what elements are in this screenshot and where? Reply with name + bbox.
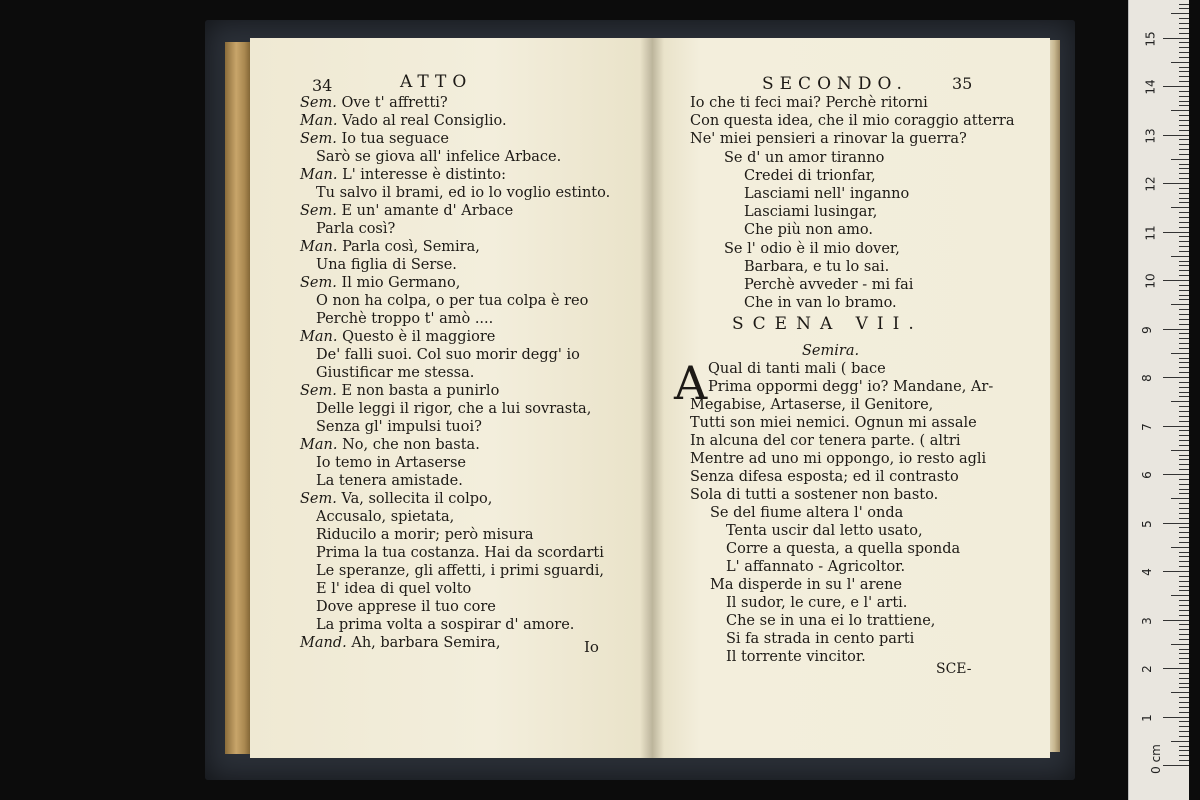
speaker-name: Sem. bbox=[300, 131, 337, 147]
measuring-ruler bbox=[1128, 0, 1189, 800]
ruler-tick bbox=[1179, 513, 1189, 514]
ruler-tick bbox=[1171, 547, 1189, 548]
ruler-tick bbox=[1179, 188, 1189, 189]
page-number-right: 35 bbox=[952, 74, 973, 93]
text-line bbox=[316, 148, 561, 166]
ruler-tick bbox=[1179, 518, 1189, 519]
text-line: Credei di trionfar, bbox=[744, 167, 876, 184]
ruler-tick bbox=[1179, 396, 1189, 397]
ruler-number: 8 bbox=[1139, 374, 1154, 382]
ruler-tick bbox=[1179, 67, 1189, 68]
ruler-tick bbox=[1179, 629, 1189, 630]
scene-title: SCENA VII. bbox=[732, 314, 923, 334]
ruler-tick bbox=[1179, 319, 1189, 320]
line-text: Parla così, Semira, bbox=[342, 239, 480, 255]
ruler-tick bbox=[1179, 362, 1189, 363]
speaker-name: Man. bbox=[300, 239, 338, 255]
text-line: Sola di tutti a sostener non basto. bbox=[690, 487, 939, 503]
ruler-tick bbox=[1179, 33, 1189, 34]
speaker-name: Sem. bbox=[300, 95, 337, 111]
ruler-unit: 0 cm bbox=[1148, 744, 1163, 774]
ruler-tick bbox=[1179, 731, 1189, 732]
ruler-tick bbox=[1179, 634, 1189, 635]
ruler-tick bbox=[1179, 435, 1189, 436]
ruler-tick bbox=[1179, 464, 1189, 465]
ruler-number: 13 bbox=[1143, 127, 1158, 144]
ruler-tick bbox=[1179, 493, 1189, 494]
text-line: Barbara, e tu lo sai. bbox=[744, 258, 890, 275]
text-line: L' affannato - Agricoltor. bbox=[726, 559, 906, 575]
text-line bbox=[316, 472, 463, 490]
catchword-left: Io bbox=[584, 638, 599, 656]
ruler-tick bbox=[1179, 678, 1189, 679]
ruler-tick bbox=[1179, 673, 1189, 674]
line-text: No, che non basta. bbox=[342, 437, 480, 453]
ruler-tick bbox=[1179, 372, 1189, 373]
ruler-tick bbox=[1179, 576, 1189, 577]
ruler-number: 5 bbox=[1139, 519, 1154, 528]
ruler-tick bbox=[1171, 353, 1189, 354]
ruler-number: 7 bbox=[1139, 422, 1154, 431]
ruler-tick bbox=[1179, 348, 1189, 349]
text-line: Si fa strada in cento parti bbox=[726, 631, 915, 647]
ruler-tick bbox=[1163, 232, 1189, 233]
text-line: Se del fiume altera l' onda bbox=[710, 505, 904, 521]
ruler-tick bbox=[1163, 717, 1189, 718]
ruler-tick bbox=[1179, 193, 1189, 194]
ruler-number: 4 bbox=[1139, 568, 1154, 576]
ruler-tick bbox=[1179, 105, 1189, 106]
speaker-name: Mand. bbox=[300, 635, 347, 651]
ruler-tick bbox=[1179, 416, 1189, 417]
ruler-tick bbox=[1179, 445, 1189, 446]
text-line: Megabise, Artaserse, il Genitore, bbox=[690, 397, 934, 413]
text-line bbox=[300, 634, 500, 652]
ruler-number: 14 bbox=[1143, 79, 1158, 95]
ruler-tick bbox=[1179, 590, 1189, 591]
line-text: La tenera amistade. bbox=[316, 473, 463, 489]
ruler-tick bbox=[1171, 13, 1189, 14]
ruler-tick bbox=[1179, 76, 1189, 77]
ruler-tick bbox=[1179, 28, 1189, 29]
scene-character: Semira. bbox=[802, 343, 860, 359]
text-line: Se l' odio è il mio dover, bbox=[724, 240, 900, 257]
ruler-tick bbox=[1179, 615, 1189, 616]
line-text: De' falli suoi. Col suo morir degg' io bbox=[316, 347, 580, 363]
ruler-tick bbox=[1171, 207, 1189, 208]
ruler-tick bbox=[1179, 367, 1189, 368]
ruler-tick bbox=[1179, 4, 1189, 5]
book-gutter bbox=[640, 38, 664, 758]
text-line: Qual di tanti mali ( bace bbox=[708, 361, 886, 377]
ruler-tick bbox=[1179, 542, 1189, 543]
ruler-tick bbox=[1179, 552, 1189, 553]
ruler-tick bbox=[1179, 508, 1189, 509]
ruler-tick bbox=[1179, 702, 1189, 703]
ruler-tick bbox=[1163, 38, 1189, 39]
text-line bbox=[316, 544, 604, 562]
text-line bbox=[300, 436, 480, 454]
ruler-number: 12 bbox=[1143, 176, 1158, 192]
ruler-tick bbox=[1163, 280, 1189, 281]
line-text: E un' amante d' Arbace bbox=[341, 203, 514, 219]
ruler-tick bbox=[1179, 309, 1189, 310]
right-page bbox=[652, 38, 1050, 758]
ruler-number: 6 bbox=[1139, 471, 1154, 479]
ruler-tick bbox=[1179, 581, 1189, 582]
speaker-name: Man. bbox=[300, 113, 338, 129]
ruler-tick bbox=[1179, 746, 1189, 747]
text-line bbox=[300, 328, 495, 346]
ruler-tick bbox=[1163, 620, 1189, 621]
running-header-left: ATTO bbox=[400, 72, 473, 92]
line-text: Giustificar me stessa. bbox=[316, 365, 475, 381]
ruler-tick bbox=[1179, 683, 1189, 684]
ruler-tick bbox=[1179, 600, 1189, 601]
ruler-tick bbox=[1171, 159, 1189, 160]
text-line: Ne' miei pensieri a rinovar la guerra? bbox=[690, 131, 967, 148]
ruler-tick bbox=[1171, 401, 1189, 402]
text-line bbox=[300, 112, 507, 130]
line-text: Ah, barbara Semira, bbox=[351, 635, 501, 651]
text-line: Prima oppormi degg' io? Mandane, Ar- bbox=[708, 379, 994, 395]
line-text: Prima la tua costanza. Hai da scordarti bbox=[316, 545, 604, 561]
line-text: Io temo in Artaserse bbox=[316, 455, 466, 471]
line-text: Delle leggi il rigor, che a lui sovrasta, bbox=[316, 401, 592, 417]
line-text: O non ha colpa, o per tua colpa è reo bbox=[316, 293, 589, 309]
ruler-tick bbox=[1171, 741, 1189, 742]
text-line bbox=[316, 616, 574, 634]
ruler-tick bbox=[1179, 653, 1189, 654]
text-line: Io che ti feci mai? Perchè ritorni bbox=[690, 95, 928, 111]
text-line: Corre a questa, a quella sponda bbox=[726, 541, 961, 557]
drop-cap: A bbox=[674, 356, 708, 410]
line-text: Perchè troppo t' amò .... bbox=[316, 311, 494, 327]
ruler-tick bbox=[1179, 81, 1189, 82]
text-line bbox=[316, 184, 610, 202]
ruler-tick bbox=[1179, 91, 1189, 92]
ruler-tick bbox=[1179, 130, 1189, 131]
ruler-tick bbox=[1179, 265, 1189, 266]
text-line: Che se in una ei lo trattiene, bbox=[726, 613, 936, 629]
ruler-tick bbox=[1179, 139, 1189, 140]
line-text: La prima volta a sospirar d' amore. bbox=[316, 617, 575, 633]
line-text: Questo è il maggiore bbox=[342, 329, 496, 345]
ruler-tick bbox=[1179, 295, 1189, 296]
ruler-tick bbox=[1179, 333, 1189, 334]
ruler-tick bbox=[1179, 382, 1189, 383]
ruler-tick bbox=[1179, 270, 1189, 271]
text-line: Che in van lo bramo. bbox=[744, 295, 897, 312]
text-line bbox=[316, 346, 580, 364]
ruler-tick bbox=[1179, 324, 1189, 325]
ruler-tick bbox=[1179, 658, 1189, 659]
ruler-tick bbox=[1179, 736, 1189, 737]
ruler-number: 11 bbox=[1143, 224, 1158, 241]
text-line bbox=[316, 508, 454, 526]
text-line: Senza difesa esposta; ed il contrasto bbox=[690, 469, 959, 485]
ruler-tick bbox=[1179, 343, 1189, 344]
ruler-tick bbox=[1179, 663, 1189, 664]
ruler-tick bbox=[1179, 532, 1189, 533]
ruler-tick bbox=[1171, 304, 1189, 305]
ruler-tick bbox=[1179, 469, 1189, 470]
ruler-tick bbox=[1179, 697, 1189, 698]
ruler-tick bbox=[1179, 726, 1189, 727]
text-line: Il torrente vincitor. bbox=[726, 649, 866, 665]
ruler-tick bbox=[1171, 692, 1189, 693]
ruler-tick bbox=[1179, 649, 1189, 650]
speaker-name: Sem. bbox=[300, 203, 337, 219]
line-text: Parla così? bbox=[316, 221, 396, 237]
text-line: Il sudor, le cure, e l' arti. bbox=[726, 595, 908, 611]
ruler-tick bbox=[1163, 329, 1189, 330]
line-text: Ove t' affretti? bbox=[341, 95, 448, 111]
ruler-tick bbox=[1179, 168, 1189, 169]
text-line bbox=[316, 310, 493, 328]
ruler-tick bbox=[1179, 154, 1189, 155]
speaker-name: Sem. bbox=[300, 491, 337, 507]
ruler-tick bbox=[1171, 62, 1189, 63]
ruler-tick bbox=[1179, 285, 1189, 286]
ruler-tick bbox=[1179, 605, 1189, 606]
page-number-left: 34 bbox=[312, 76, 333, 95]
ruler-tick bbox=[1179, 173, 1189, 174]
ruler-tick bbox=[1179, 23, 1189, 24]
ruler-number: 15 bbox=[1143, 30, 1158, 47]
ruler-tick bbox=[1179, 755, 1189, 756]
ruler-tick bbox=[1179, 527, 1189, 528]
ruler-tick bbox=[1179, 164, 1189, 165]
ruler-tick bbox=[1179, 358, 1189, 359]
speaker-name: Sem. bbox=[300, 383, 337, 399]
ruler-tick bbox=[1179, 610, 1189, 611]
ruler-tick bbox=[1179, 392, 1189, 393]
ruler-tick bbox=[1179, 566, 1189, 567]
line-text: Sarò se giova all' infelice Arbace. bbox=[316, 149, 562, 165]
ruler-tick bbox=[1179, 236, 1189, 237]
line-text: Tu salvo il brami, ed io lo voglio estinto. bbox=[316, 185, 611, 201]
text-line: Perchè avveder - mi fai bbox=[744, 277, 914, 293]
line-text: Io tua seguace bbox=[341, 131, 449, 147]
ruler-tick bbox=[1179, 707, 1189, 708]
ruler-tick bbox=[1179, 411, 1189, 412]
ruler-tick bbox=[1179, 338, 1189, 339]
ruler-tick bbox=[1163, 377, 1189, 378]
ruler-tick bbox=[1179, 47, 1189, 48]
ruler-tick bbox=[1179, 556, 1189, 557]
ruler-tick bbox=[1179, 586, 1189, 587]
ruler-number: 3 bbox=[1139, 616, 1154, 625]
ruler-tick bbox=[1179, 101, 1189, 102]
speaker-name: Man. bbox=[300, 329, 338, 345]
ruler-tick bbox=[1163, 426, 1189, 427]
line-text: Le speranze, gli affetti, i primi sguardi, bbox=[316, 563, 604, 579]
line-text: E l' idea di quel volto bbox=[316, 581, 472, 597]
ruler-tick bbox=[1171, 110, 1189, 111]
text-line bbox=[316, 400, 591, 418]
text-line: Che più non amo. bbox=[744, 222, 873, 239]
text-line: Se d' un amor tiranno bbox=[724, 149, 885, 166]
ruler-tick bbox=[1179, 42, 1189, 43]
text-line: Lasciami nell' inganno bbox=[744, 186, 910, 202]
ruler-tick bbox=[1179, 241, 1189, 242]
ruler-tick bbox=[1179, 222, 1189, 223]
ruler-tick bbox=[1163, 183, 1189, 184]
ruler-number: 1 bbox=[1139, 713, 1154, 722]
line-text: Dove apprese il tuo core bbox=[316, 599, 496, 615]
text-line bbox=[300, 94, 448, 112]
ruler-tick bbox=[1171, 498, 1189, 499]
ruler-tick bbox=[1163, 571, 1189, 572]
ruler-tick bbox=[1179, 760, 1189, 761]
ruler-tick bbox=[1171, 644, 1189, 645]
line-text: Va, sollecita il colpo, bbox=[341, 491, 493, 507]
line-text: Vado al real Consiglio. bbox=[342, 113, 507, 129]
ruler-tick bbox=[1171, 256, 1189, 257]
text-line bbox=[300, 166, 506, 184]
ruler-tick bbox=[1171, 450, 1189, 451]
line-text: E non basta a punirlo bbox=[341, 383, 500, 399]
ruler-tick bbox=[1179, 125, 1189, 126]
running-header-right: SECONDO. bbox=[762, 74, 908, 94]
text-line: Mentre ad uno mi oppongo, io resto agli bbox=[690, 451, 987, 467]
ruler-tick bbox=[1179, 721, 1189, 722]
ruler-tick bbox=[1179, 18, 1189, 19]
text-line: Ma disperde in su l' arene bbox=[710, 577, 903, 593]
ruler-tick bbox=[1179, 144, 1189, 145]
ruler-tick bbox=[1179, 387, 1189, 388]
line-text: Una figlia di Serse. bbox=[316, 257, 457, 273]
text-line: Con questa idea, che il mio coraggio atterra bbox=[690, 113, 1015, 130]
ruler-tick bbox=[1179, 314, 1189, 315]
line-text: Senza gl' impulsi tuoi? bbox=[316, 419, 482, 435]
ruler-tick bbox=[1163, 765, 1189, 766]
ruler-tick bbox=[1179, 217, 1189, 218]
text-line bbox=[316, 292, 588, 310]
ruler-tick bbox=[1179, 57, 1189, 58]
ruler-tick bbox=[1179, 639, 1189, 640]
text-line: Tenta uscir dal letto usato, bbox=[726, 523, 923, 539]
ruler-tick bbox=[1179, 261, 1189, 262]
speaker-name: Man. bbox=[300, 437, 338, 453]
ruler-tick bbox=[1179, 455, 1189, 456]
text-line bbox=[300, 238, 480, 256]
ruler-tick bbox=[1179, 624, 1189, 625]
ruler-tick bbox=[1179, 115, 1189, 116]
ruler-tick bbox=[1179, 537, 1189, 538]
ruler-tick bbox=[1163, 474, 1189, 475]
text-line bbox=[316, 598, 496, 616]
text-line bbox=[316, 256, 457, 274]
line-text: L' interesse è distinto: bbox=[342, 167, 507, 183]
line-text: Accusalo, spietata, bbox=[316, 509, 455, 525]
ruler-tick bbox=[1179, 479, 1189, 480]
speaker-name: Man. bbox=[300, 167, 338, 183]
ruler-tick bbox=[1163, 86, 1189, 87]
ruler-tick bbox=[1179, 198, 1189, 199]
text-line: Tutti son miei nemici. Ognun mi assale bbox=[690, 415, 977, 431]
ruler-tick bbox=[1179, 750, 1189, 751]
text-line: Lasciami lusingar, bbox=[744, 204, 878, 221]
ruler-tick bbox=[1179, 440, 1189, 441]
ruler-tick bbox=[1179, 149, 1189, 150]
ruler-tick bbox=[1179, 299, 1189, 300]
ruler-tick bbox=[1179, 459, 1189, 460]
ruler-tick bbox=[1179, 227, 1189, 228]
ruler-number: 2 bbox=[1139, 665, 1154, 673]
ruler-tick bbox=[1179, 421, 1189, 422]
ruler-tick bbox=[1179, 202, 1189, 203]
line-text: Il mio Germano, bbox=[341, 275, 461, 291]
ruler-tick bbox=[1163, 523, 1189, 524]
page-edges-left bbox=[225, 42, 253, 754]
text-line bbox=[300, 274, 460, 292]
ruler-tick bbox=[1179, 178, 1189, 179]
text-line bbox=[316, 454, 466, 472]
ruler-tick bbox=[1179, 406, 1189, 407]
ruler-tick bbox=[1179, 8, 1189, 9]
ruler-tick bbox=[1179, 251, 1189, 252]
ruler-tick bbox=[1179, 246, 1189, 247]
ruler-tick bbox=[1163, 668, 1189, 669]
ruler-tick bbox=[1179, 561, 1189, 562]
text-line bbox=[300, 202, 513, 220]
text-line bbox=[316, 418, 482, 436]
text-line bbox=[300, 490, 492, 508]
ruler-tick bbox=[1179, 96, 1189, 97]
ruler-number: 10 bbox=[1143, 273, 1158, 289]
text-line bbox=[300, 130, 449, 148]
ruler-tick bbox=[1179, 290, 1189, 291]
catchword-right: SCE- bbox=[936, 661, 972, 677]
ruler-tick bbox=[1179, 212, 1189, 213]
ruler-tick bbox=[1179, 430, 1189, 431]
text-line bbox=[300, 382, 499, 400]
ruler-tick bbox=[1179, 52, 1189, 53]
ruler-tick bbox=[1179, 712, 1189, 713]
ruler-tick bbox=[1179, 120, 1189, 121]
ruler-tick bbox=[1179, 484, 1189, 485]
ruler-tick bbox=[1179, 503, 1189, 504]
speaker-name: Sem. bbox=[300, 275, 337, 291]
ruler-tick bbox=[1163, 135, 1189, 136]
text-line bbox=[316, 364, 474, 382]
ruler-tick bbox=[1179, 275, 1189, 276]
ruler-tick bbox=[1179, 687, 1189, 688]
ruler-number: 9 bbox=[1139, 325, 1154, 334]
ruler-tick bbox=[1179, 71, 1189, 72]
text-line bbox=[316, 526, 534, 544]
text-line bbox=[316, 220, 395, 238]
text-line bbox=[316, 580, 471, 598]
left-page bbox=[250, 38, 652, 758]
ruler-tick bbox=[1179, 489, 1189, 490]
text-line bbox=[316, 562, 604, 580]
text-line: In alcuna del cor tenera parte. ( altri bbox=[690, 433, 961, 449]
ruler-tick bbox=[1171, 595, 1189, 596]
line-text: Riducilo a morir; però misura bbox=[316, 527, 534, 543]
